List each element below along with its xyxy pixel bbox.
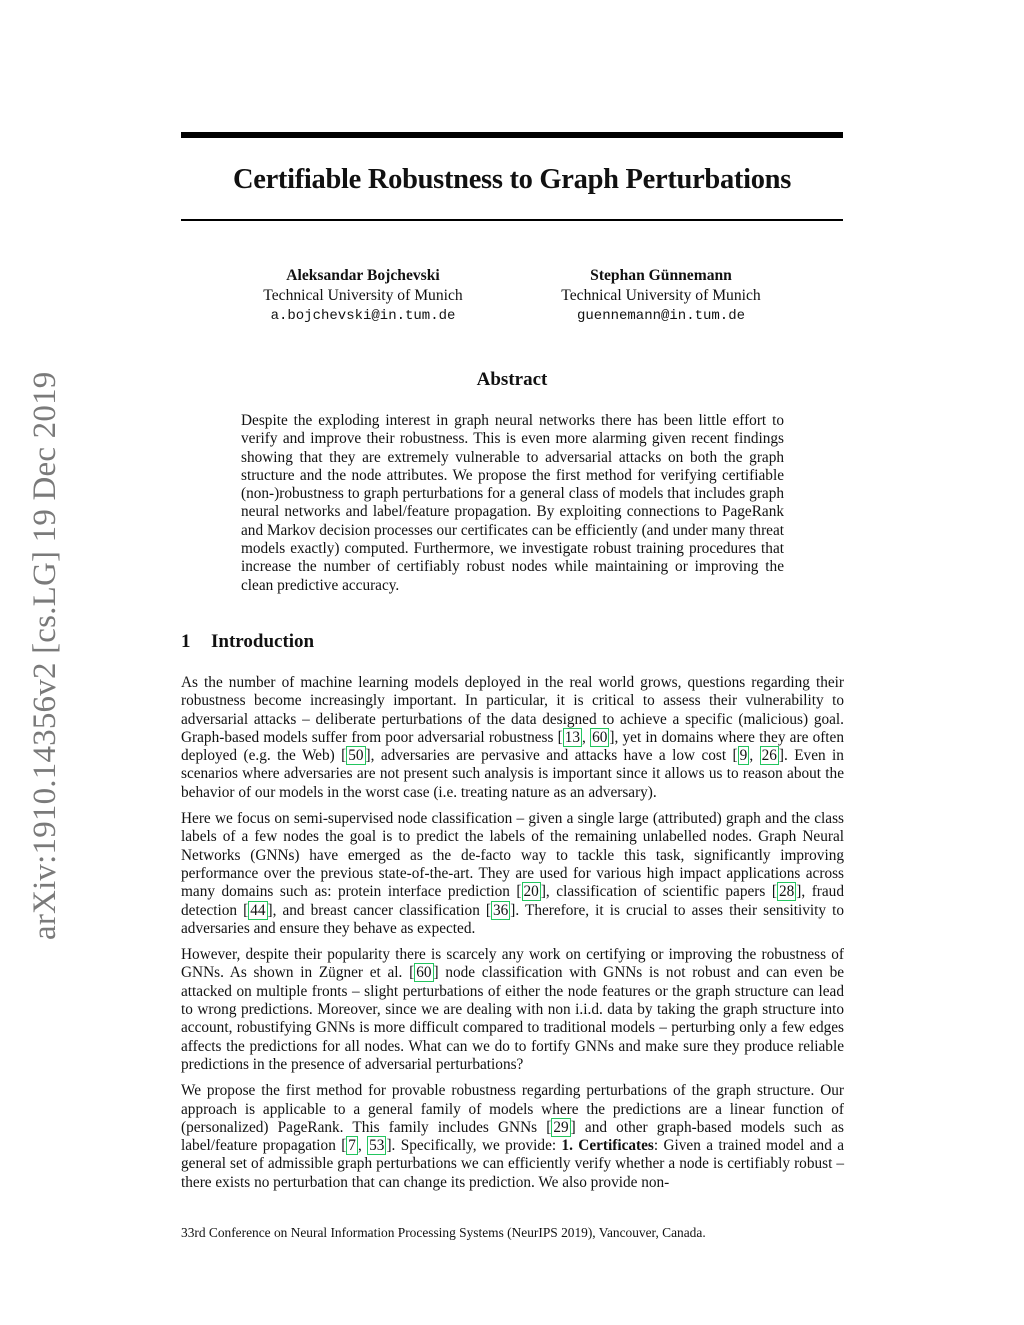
citation-link[interactable]: 36 [493, 901, 509, 919]
text: , [582, 728, 591, 746]
paper-title: Certifiable Robustness to Graph Perturbations [232, 164, 792, 195]
citation-link[interactable]: 50 [348, 747, 364, 765]
citation-link[interactable]: 7 [348, 1137, 356, 1155]
section-heading [181, 631, 314, 653]
introduction-body [181, 674, 844, 1200]
text: : Given a trained model and a general set of admissible graph perturbations we can efficiently verify whether a node is certifiably robust – there exists no perturbation that can change its prediction. We also provide non- [181, 1137, 844, 1191]
author-block-1 [203, 266, 523, 326]
text: Here we focus on semi-supervised node classification – given a single large (attributed) graph and the class labels of a few nodes the goal is to predict the labels of the remaining unlabelled nodes. Graph Neural Networks (GNNs) have emerged as the de-facto way to tackle this task, significantly improving performance over the previous state-of-the-art. They are used for various high impact applications across many domains such as: protein interface prediction [ [181, 810, 844, 901]
paragraph-4 [181, 1082, 844, 1192]
text: ] node classification with GNNs is not robust and can even be attacked on multiple fronts – slight perturbations of either the node features or the graph structure can lead to wrong predictions. Moreover, since we are dealing with non i.i.d. data by taking the graph structure into account, robustifying GNNs is more difficult compared to traditional models – perturbing only a few edges affects the predictions for all nodes. What can we do to fortify GNNs and make sure they produce reliable predictions in the presence of adversarial perturbations? [181, 964, 845, 1073]
citation-link[interactable]: 29 [553, 1118, 569, 1136]
author-block-2 [501, 266, 821, 326]
contribution-label: 1. Certificates [561, 1137, 654, 1155]
text: As the number of machine learning models deployed in the real world grows, questions regarding their robustness become increasingly important. In particular, it is critical to assess their vulnerability to adversarial attacks – deliberate perturbations of the data designed to achieve a specific (malicious) goal. Graph-based models suffer from poor adversarial robustness [ [181, 674, 844, 746]
text: ]. Therefore, it is crucial to asses their sensitivity to adversaries and ensure they behave as expected. [181, 901, 844, 937]
text: ], fraud detection [ [181, 883, 844, 919]
text: However, despite their popularity there is scarcely any work on certifying or improving the robustness of GNNs. As shown in Zügner et al. [ [181, 946, 844, 982]
title-top-rule [181, 132, 843, 138]
abstract-text: Despite the exploding interest in graph neural networks there has been little effort to verify and improve their robustness. This is even more alarming given recent findings showing that they are extremely vulnerable to adversarial attacks on both the graph structure and the node attributes. We propose the first method for verifying certifiable (non-)robustness to graph perturbations for a general class of models that includes graph neural networks and label/feature propagation. By exploiting connections to PageRank and Markov decision processes our certificates can be efficiently (and under many threat models exactly) computed. Furthermore, we investigate robust training procedures that increase the number of certifiably robust nodes while maintaining or improving the clean predictive accuracy. [241, 412, 784, 594]
text: , [749, 747, 760, 765]
author-affiliation: Technical University of Munich [263, 287, 463, 304]
paragraph-3 [181, 946, 844, 1074]
section-title: Introduction [211, 631, 315, 652]
citation-link[interactable]: 53 [369, 1137, 385, 1155]
citation-link[interactable]: 20 [523, 883, 539, 901]
citation-link[interactable]: 28 [778, 883, 795, 901]
paragraph-1 [181, 674, 844, 802]
text: ], and breast cancer classification [ [267, 901, 491, 919]
text: ]. Even in scenarios where adversaries are not present such analysis is important since it allows us to reason about the behavior of our models in the worst case (i.e. treating nature as an adversary). [181, 747, 844, 801]
author-email: a.bojchevski@in.tum.de [270, 308, 456, 324]
author-name: Stephan Günnemann [590, 267, 732, 284]
text: ], yet in domains where they are often deployed (e.g. the Web) [ [181, 728, 844, 765]
text: , [357, 1137, 368, 1155]
text: ], classification of scientific papers [ [540, 883, 777, 901]
text: ], adversaries are pervasive and attacks have a low cost [ [365, 747, 738, 765]
conference-footnote: 33rd Conference on Neural Information Processing Systems (NeurIPS 2019), Vancouver, Canada. [181, 1225, 706, 1240]
section-number: 1 [181, 631, 191, 652]
citation-link[interactable]: 60 [592, 728, 608, 746]
citation-link[interactable]: 13 [564, 728, 581, 746]
abstract-heading: Abstract [476, 369, 548, 390]
text: We propose the first method for provable robustness regarding perturbations of the graph structure. Our approach is applicable to a general family of models where the predictions are a linear function of (personalized) PageRank. This family includes GNNs [ [181, 1082, 844, 1136]
author-email: guennemann@in.tum.de [576, 308, 746, 324]
arxiv-identifier: arXiv:1910.14356v2 [cs.LG] 19 Dec 2019 [27, 371, 63, 940]
citation-link[interactable]: 60 [416, 964, 432, 982]
author-affiliation: Technical University of Munich [561, 287, 761, 304]
author-name: Aleksandar Bojchevski [286, 267, 440, 284]
paragraph-2 [181, 810, 844, 938]
title-bottom-rule [181, 219, 843, 221]
citation-link[interactable]: 9 [739, 747, 748, 765]
text: ] and other graph-based models such as label/feature propagation [ [181, 1118, 844, 1155]
citation-link[interactable]: 26 [761, 747, 777, 765]
text: ]. Specifically, we provide: [386, 1137, 562, 1155]
citation-link[interactable]: 44 [250, 901, 266, 919]
